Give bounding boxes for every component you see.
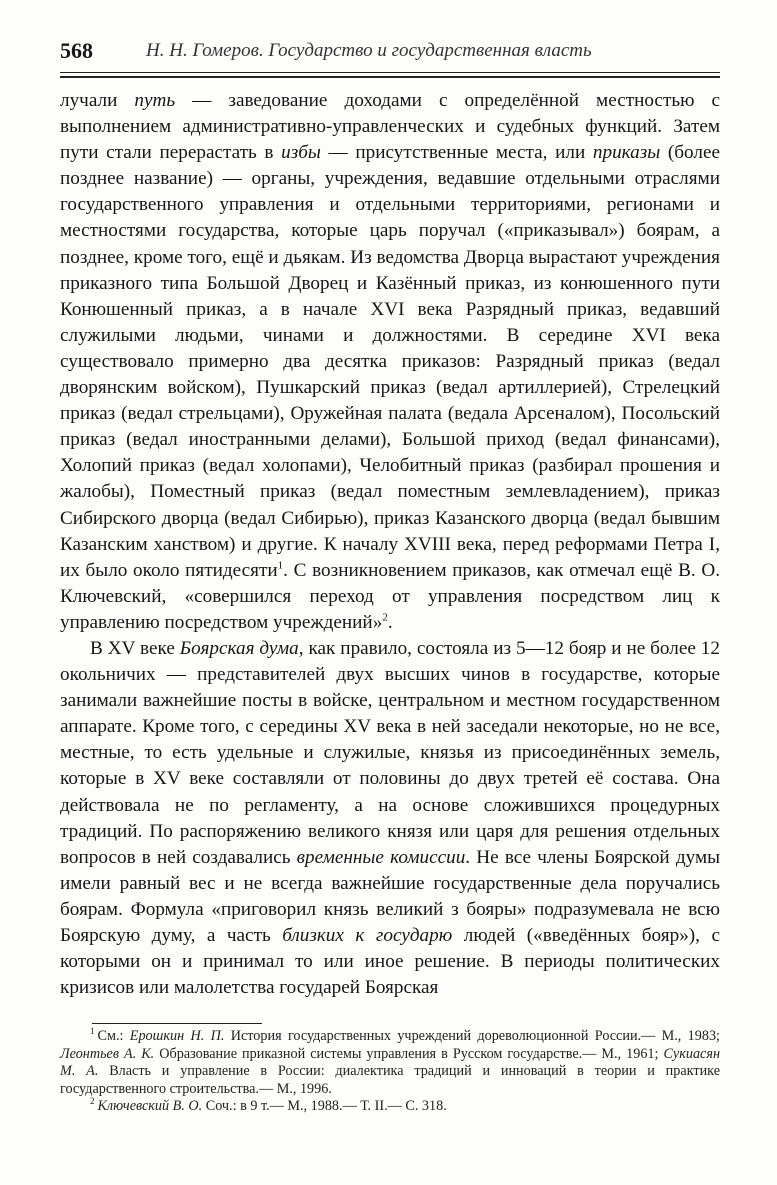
italic-term: Боярская дума xyxy=(179,637,299,659)
italic-term: временные комиссии xyxy=(296,846,466,868)
text-run: См.: xyxy=(97,1028,130,1044)
text-run: . xyxy=(387,611,393,633)
italic-term: избы xyxy=(281,142,321,164)
text-run: История государственных учреждений дореволюционной России.— М., 1983; xyxy=(224,1028,720,1044)
text-run: Образование приказной системы управления в Русском государстве.— М., 1961; xyxy=(154,1045,664,1062)
italic-term: приказы xyxy=(592,142,661,164)
author-name: Сукиасян М. А. xyxy=(60,1045,720,1079)
main-text xyxy=(60,88,720,1001)
footnotes xyxy=(60,1028,720,1116)
running-title: Н. Н. Гомеров. Государство и государственная власть xyxy=(146,40,592,61)
text-run: , как правило, состояла из 5—12 бояр и не более 12 окольничих — представителей двух высших чинов в государстве, которые занимали важнейшие посты в войске, центральном и местном государственном аппарате. Кроме того, с середины XV века в ней заседали некоторые, но не все, местные, то есть удельные и служилые, князья из присоединённых земель, которые в XV веке составляли от половины до двух третей её состава. Она действовала не по регламенту, а на основе сложившихся процедурных традиций. По распоряжению великого князя или царя для решения отдельных вопросов в ней создавались xyxy=(60,637,720,868)
page-number: 568 xyxy=(60,38,93,63)
header-rule-thick xyxy=(60,76,720,78)
text-run: лучали xyxy=(60,90,135,111)
text-run: Власть и управление в России: диалектика традиций и инноваций в теории и практике государственного строительства.— М., 1996. xyxy=(60,1063,720,1097)
paragraph-2 xyxy=(60,636,720,1001)
footnote-separator xyxy=(92,1023,262,1024)
footnote-ref: 1 xyxy=(277,559,284,572)
footnote-mark: 2 xyxy=(90,1096,95,1107)
italic-term: близких к государю xyxy=(282,925,453,946)
text-run: . Не все члены Боярской думы имели равный вес и не всегда важнейшие государственные дела поручались боярам. Формула «приговорил князь великий з бояры» подразумевала не всю Боярскую думу, а часть xyxy=(60,846,720,946)
author-name: Ключевский В. О. xyxy=(97,1098,203,1114)
text-run: . С возникновением приказов, как отмечал ещё В. О. Ключевский, «совершился переход от управления посредством лиц к управлению посредством учреждений» xyxy=(60,559,720,633)
footnote-1 xyxy=(60,1028,720,1098)
text-run: В XV веке xyxy=(90,637,180,659)
author-name: Леонтьев А. К. xyxy=(60,1045,155,1062)
italic-term: путь xyxy=(134,90,176,111)
footnote-2 xyxy=(60,1098,720,1116)
header-rule-thin xyxy=(60,72,720,73)
text-run: Соч.: в 9 т.— М., 1988.— Т. II.— С. 318. xyxy=(202,1098,447,1114)
footnote-mark: 1 xyxy=(90,1026,95,1037)
author-name: Ерошкин Н. П. xyxy=(129,1028,225,1044)
text-run: — присутственные места, или xyxy=(320,142,593,164)
text-run: — заведование доходами с определённой местностью с выполнением административно-управленческих и судебных функций. Затем пути стали перерастать в xyxy=(60,90,720,164)
text-run: (более позднее название) — органы, учреждения, ведавшие отдельными отраслями государственного управления и отдельными территориями, регионами и местностями государства, которые царь поручал («приказывал») боярам, а позднее, кроме того, ещё и дьякам. Из ведомства Дворца вырастают учреждения приказного типа Большой Дворец и Казённый приказ, из конюшенного пути Конюшенный приказ, а в начале XVI века Разрядный приказ, ведавший служилыми людьми, чинами и должностями. В середине XVI века существовало примерно два десятка приказов: Разрядный приказ (ведал дворянским войском), Пушкарский приказ (ведал артиллерией), Стрелецкий приказ (ведал стрельцами), Оружейная палата (ведала Арсеналом), Посольский приказ (ведал иностранными делами), Большой приход (ведал финансами), Холопий приказ (ведал холопами), Челобитный приказ (разбирал прошения и жалобы), Поместный приказ (ведал поместным землевладением), приказ Сибирского дворца (ведал Сибирью), приказ Казанского дворца (ведал бывшим Казанским ханством) и другие. К началу XVIII века, перед реформами Петра I, их было около пятидесяти xyxy=(60,142,720,581)
footnote-ref: 2 xyxy=(382,611,388,624)
text-run: людей («введённых бояр»), с которыми он и принимал то или иное решение. В периоды политических кризисов или малолетства государей Боярская xyxy=(60,925,720,999)
paragraph-1 xyxy=(60,88,720,636)
